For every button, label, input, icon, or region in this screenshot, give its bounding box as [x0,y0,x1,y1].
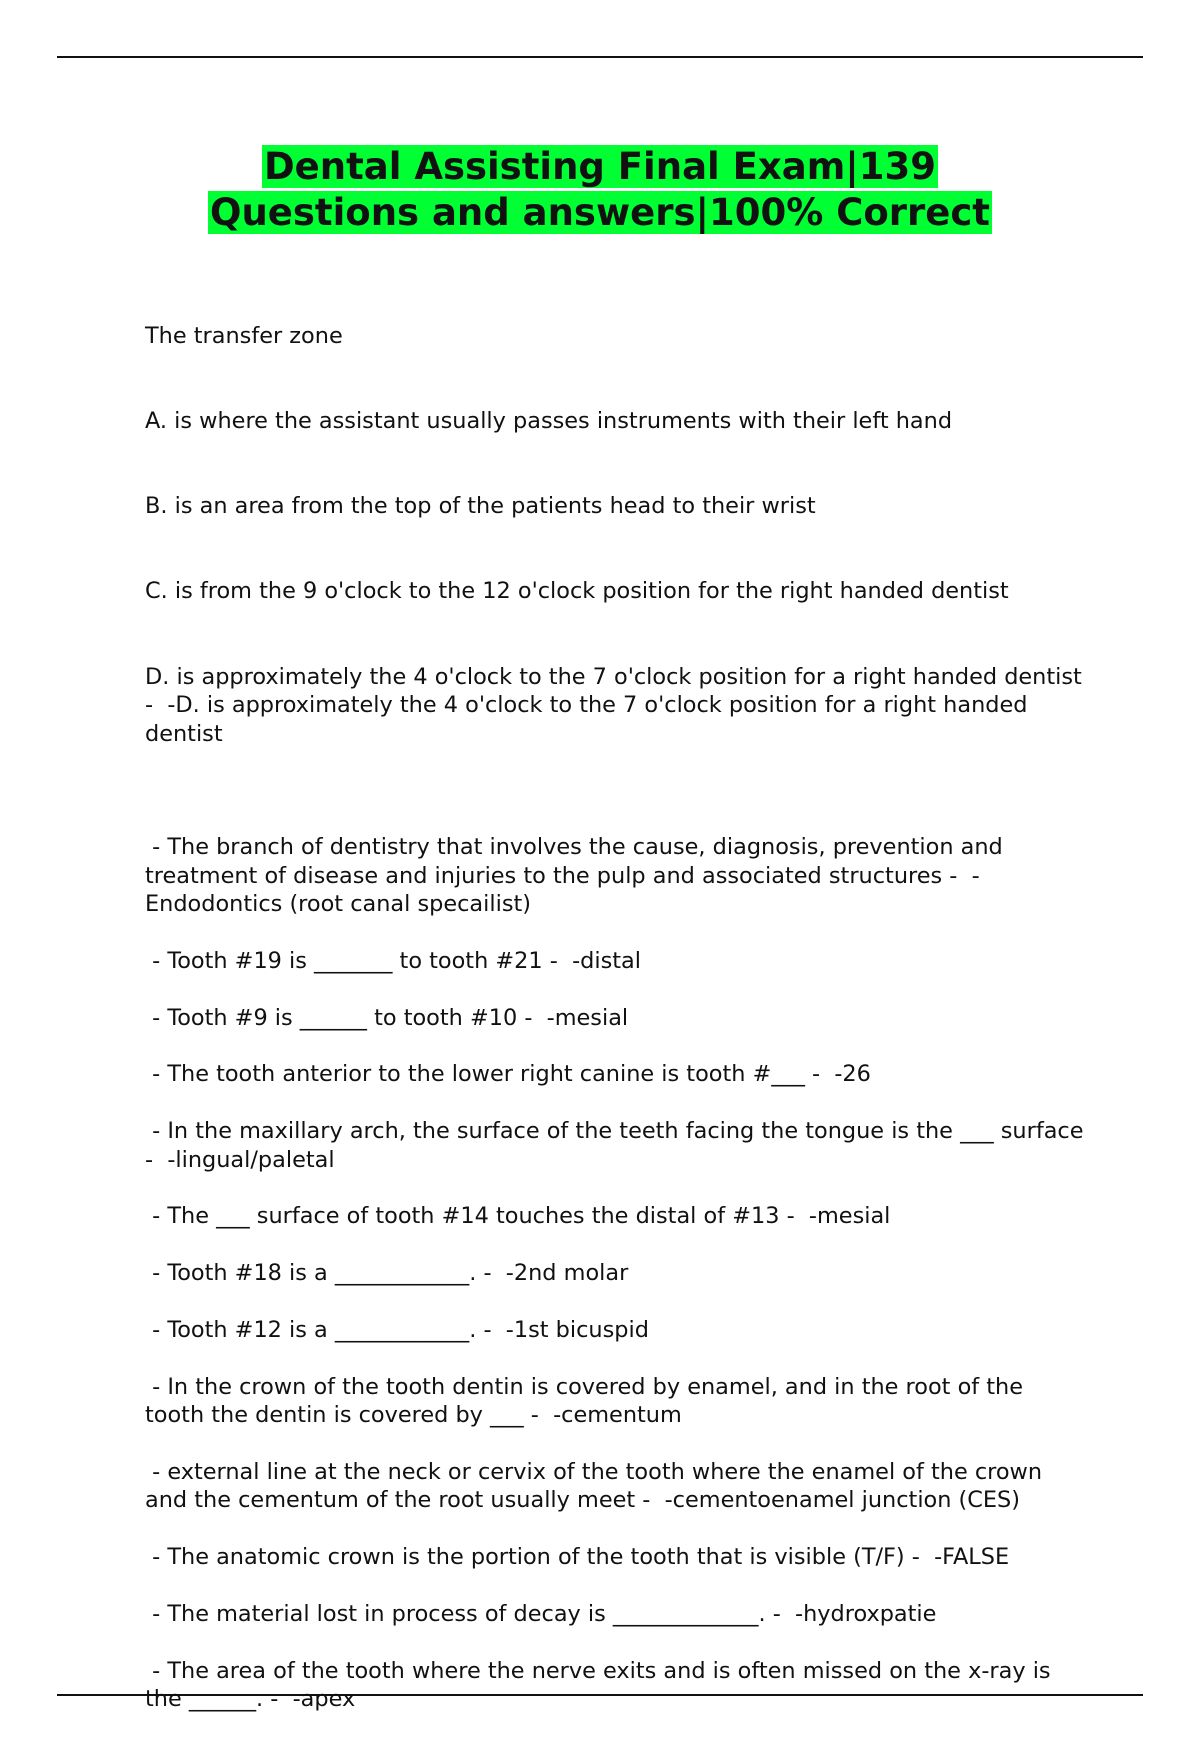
answer-option-b: B. is an area from the top of the patients head to their wrist [145,493,816,520]
question-item: - The ___ surface of tooth #14 touches the distal of #13 - -mesial [145,1203,891,1230]
answer-option-d: D. is approximately the 4 o'clock to the 7 o'clock position for a right handed dentist - -D. is approximately the 4 o'clock to the 7 o'clock position for a right handed dentist [145,663,1089,747]
answer-option-a: A. is where the assistant usually passes instruments with their left hand [145,408,953,435]
question-item: - Tooth #12 is a ____________. - -1st bicuspid [145,1316,649,1343]
question-item: - external line at the neck or cervix of the tooth where the enamel of the crown and the cementum of the root usually meet - -cementoenamel junction (CES) [145,1458,1050,1514]
question-item: - The branch of dentistry that involves the cause, diagnosis, prevention and treatment of disease and injuries to the pulp and associated structures - -Endodontics (root canal specailist) [145,834,1010,917]
question-item: - The area of the tooth where the nerve exits and is often missed on the x-ray is the ______. - -apex [145,1657,1058,1713]
question-item: - Tooth #19 is _______ to tooth #21 - -distal [145,947,641,974]
question-item: - Tooth #18 is a ____________. - -2nd molar [145,1260,629,1287]
question-item: - The anatomic crown is the portion of the tooth that is visible (T/F) - -FALSE [145,1544,1010,1571]
question-item: - In the crown of the tooth dentin is covered by enamel, and in the root of the tooth the dentin is covered by ___ - -cementum [145,1373,1031,1429]
footer-rule [57,1694,1143,1696]
question-item: - The material lost in process of decay is _____________. - -hydroxpatie [145,1600,937,1627]
question-text: The transfer zone [145,322,343,349]
title-line-1: Dental Assisting Final Exam|139 [263,145,937,188]
answer-option-c: C. is from the 9 o'clock to the 12 o'clock position for the right handed dentist [145,578,1009,605]
question-transfer-zone [145,265,1089,805]
title-line-2: Questions and answers|100% Correct [210,191,990,234]
question-item: - In the maxillary arch, the surface of the teeth facing the tongue is the ___ surface - -lingual/paletal [145,1118,1091,1173]
document-title [100,144,1100,236]
header-rule [57,56,1143,58]
question-item: - The tooth anterior to the lower right canine is tooth #___ - -26 [145,1061,871,1088]
document-body [145,265,1091,1742]
question-item: - Tooth #9 is ______ to tooth #10 - -mesial [145,1004,629,1031]
